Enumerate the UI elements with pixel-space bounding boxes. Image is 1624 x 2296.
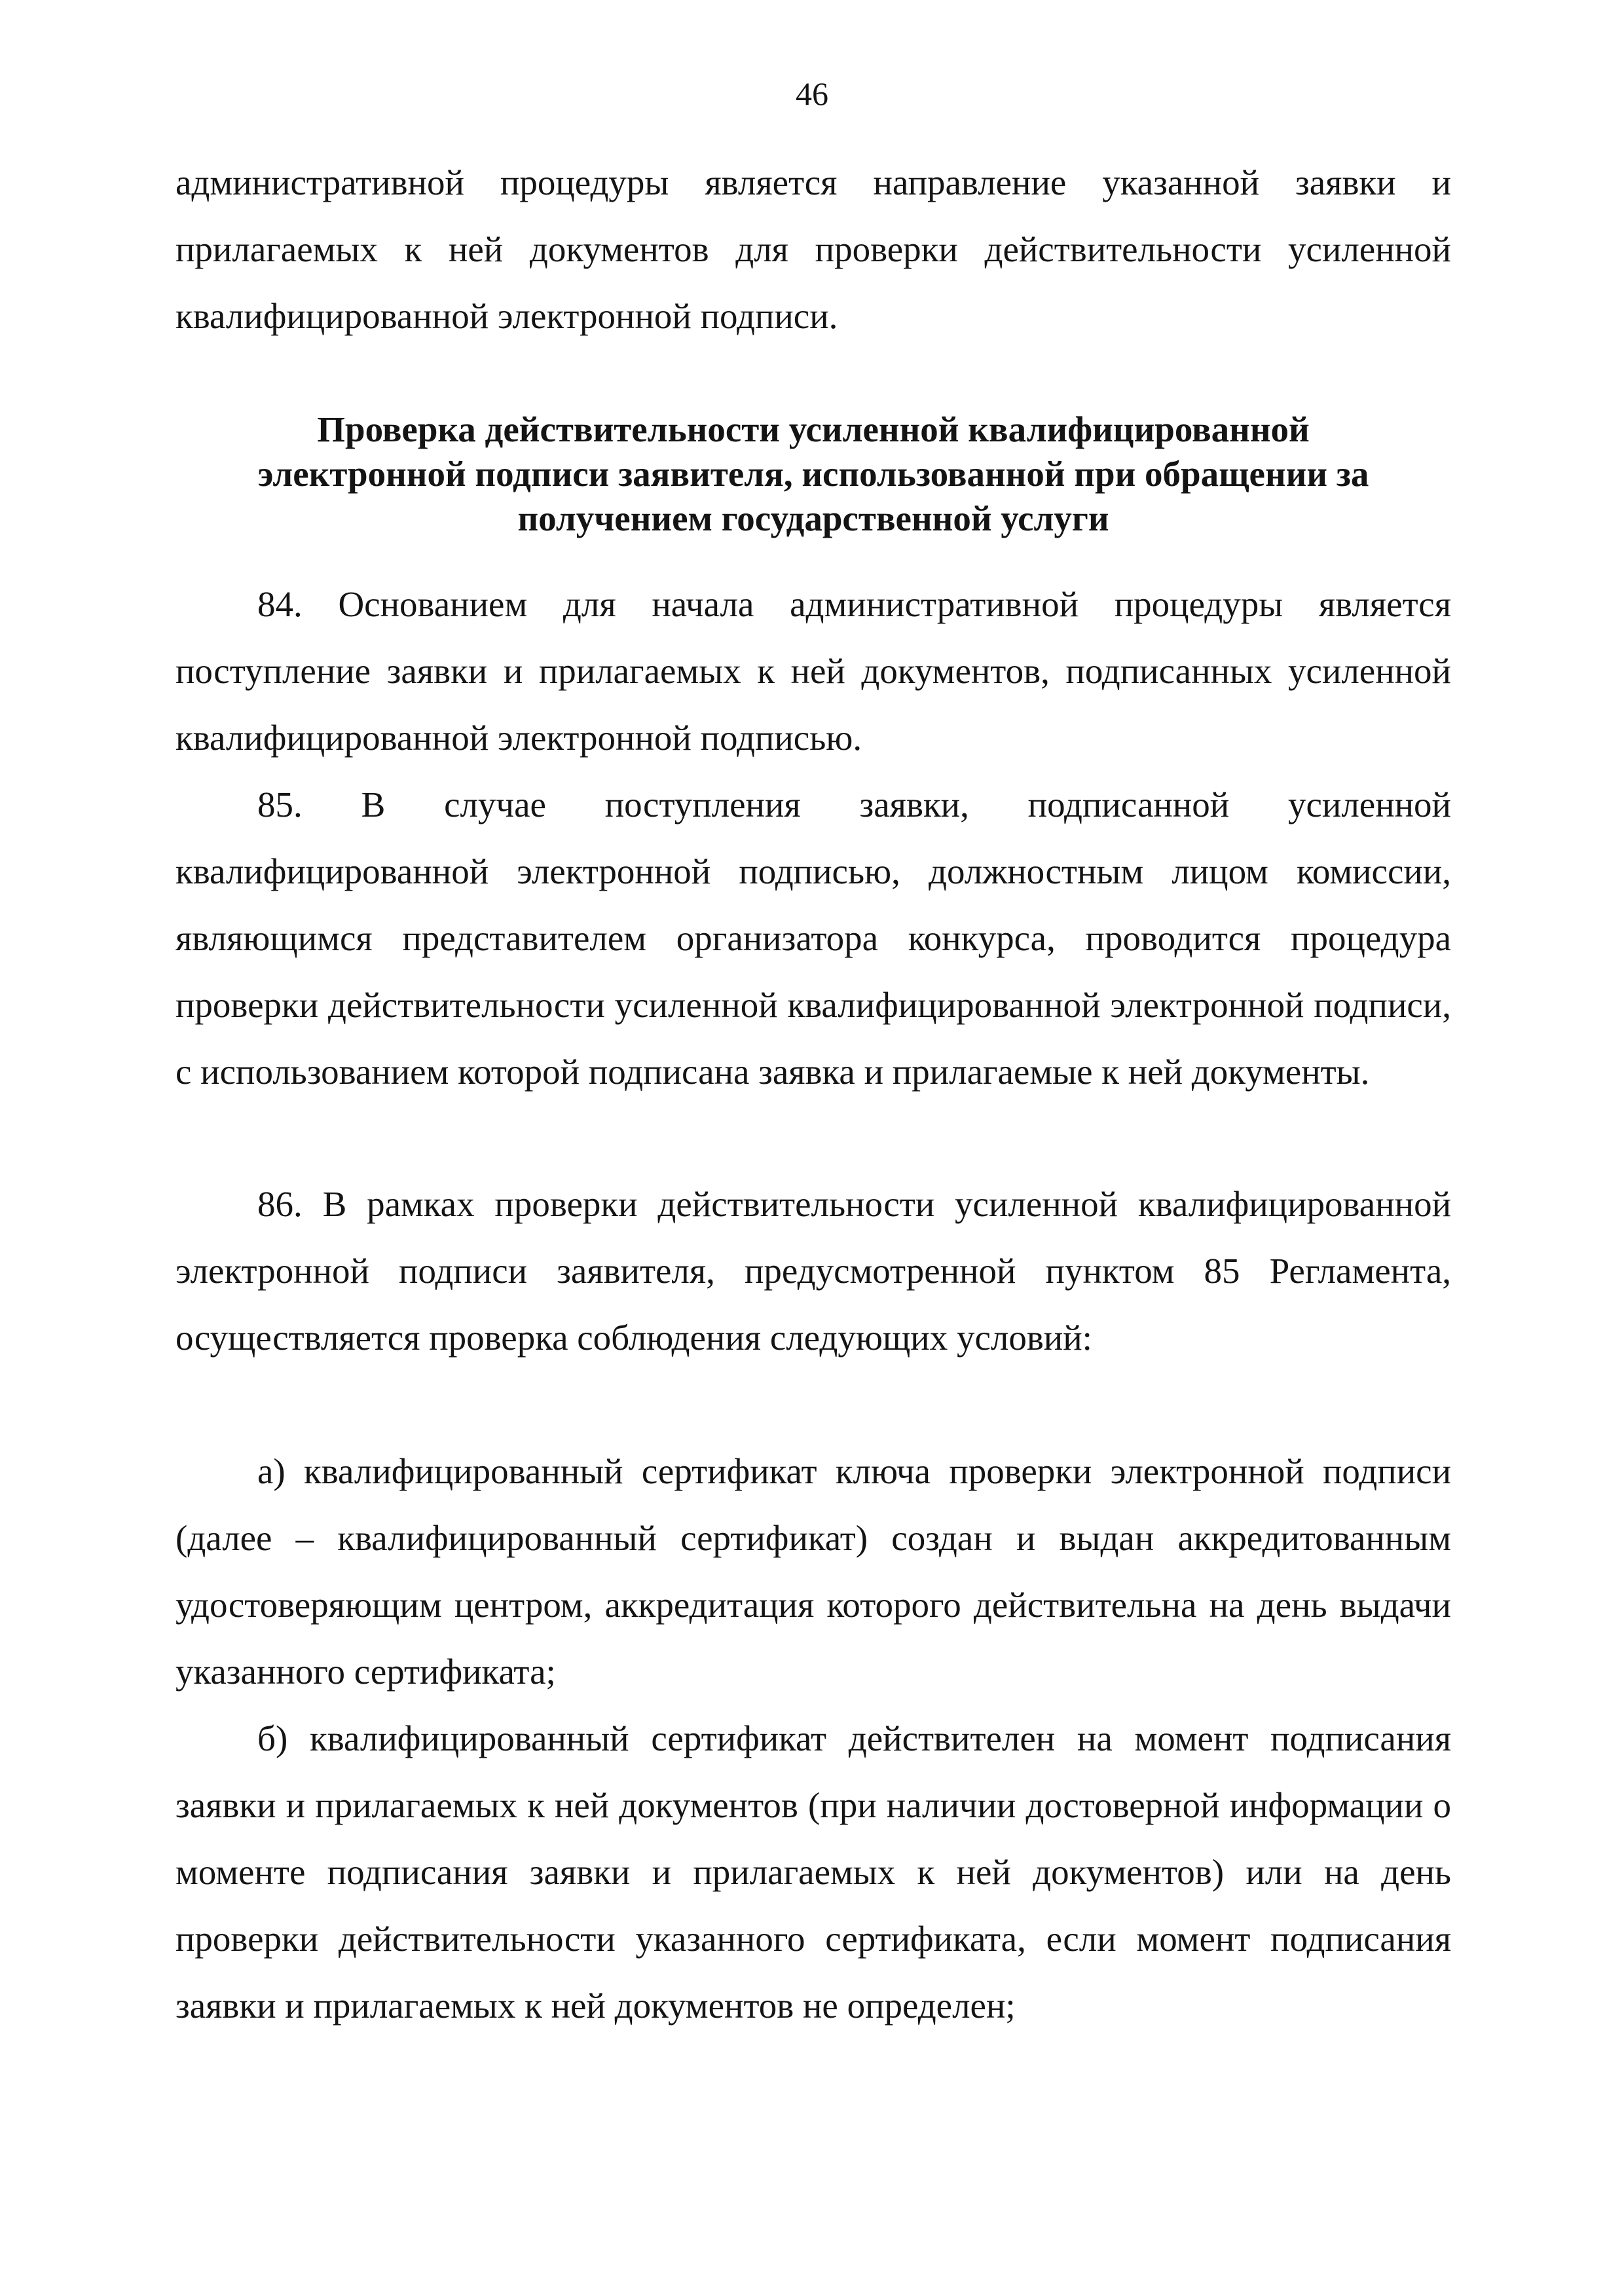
subparagraph-a: а) квалифицированный сертификат ключа проверки электронной подписи (далее – квалифицированный сертификат) создан и выдан аккредитованным удостоверяющим центром, аккредитация которого действительна на день выдачи указанного сертификата; [175,1451,1451,1692]
subparagraph-b: б) квалифицированный сертификат действителен на момент подписания заявки и прилагаемых к ней документов (при наличии достоверной информации о моменте подписания заявки и прилагаемых к ней документов) или на день проверки действительности указанного сертификата, если момент подписания заявки и прилагаемых к ней документов не определен; [175,1718,1451,2026]
section-heading-line-3: получением государственной услуги [517,498,1109,538]
paragraph-84: 84. Основанием для начала административной процедуры является поступление заявки и прилагаемых к ней документов, подписанных усиленной квалифицированной электронной подписью. [175,584,1451,758]
section-heading [175,407,1451,541]
intro-paragraph: административной процедуры является направление указанной заявки и прилагаемых к ней документов для проверки действительности усиленной квалифицированной электронной подписи. [175,162,1451,336]
paragraph-85: 85. В случае поступления заявки, подписанной усиленной квалифицированной электронной подписью, должностным лицом комиссии, являющимся представителем организатора конкурса, проводится процедура проверки действительности усиленной квалифицированной электронной подписи, с использованием которой подписана заявка и прилагаемые к ней документы. [175,785,1451,1092]
section-heading-line-1: Проверка действительности усиленной квалифицированной [317,409,1310,449]
section-heading-line-2: электронной подписи заявителя, использованной при обращении за [257,454,1369,494]
page-number: 46 [796,75,828,112]
paragraph-86: 86. В рамках проверки действительности усиленной квалифицированной электронной подписи заявителя, предусмотренной пунктом 85 Регламента, осуществляется проверка соблюдения следующих условий: [175,1184,1451,1358]
